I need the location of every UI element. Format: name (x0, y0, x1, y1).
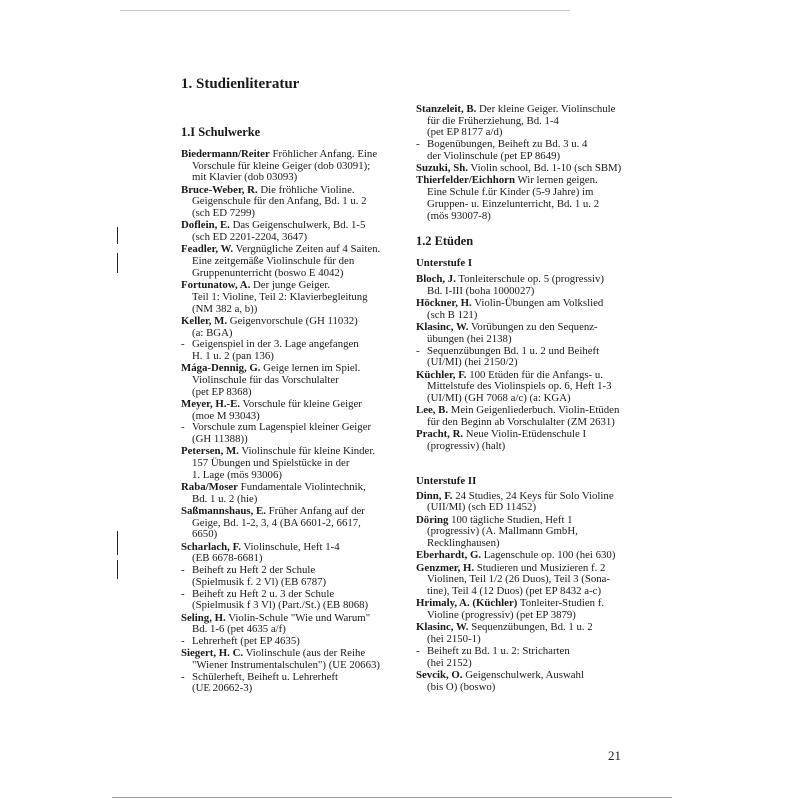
entry-text: Fundamentale Violintechnik, (237, 481, 366, 494)
list-dash: - (181, 338, 185, 351)
entry-author: Genzmer, H. (416, 561, 475, 574)
entry-line (416, 538, 646, 550)
entry-text: Eine Schule f.ür Kinder (5-9 Jahre) im (427, 186, 594, 199)
entry-text: Gruppen- u. Einzelunterricht, Bd. 1 u. 2 (427, 197, 600, 210)
sub-entry (416, 139, 646, 162)
entry-line (416, 286, 646, 298)
bibliography-entry (181, 613, 413, 648)
entry-text: Eine zeitgemäße Violinschule für den (192, 255, 355, 268)
margin-mark (117, 560, 118, 579)
section-heading: Unterstufe II (416, 474, 477, 487)
entry-text: Teil 1: Violine, Teil 2: Klavierbegleitung (192, 290, 368, 303)
bibliography-entry (181, 648, 413, 695)
entry-text: Recklinghausen) (427, 537, 500, 550)
entry-text: der Violinschule (pet EP 8649) (427, 149, 561, 162)
entry-line (181, 683, 413, 695)
entry-text: Bd. I-III (boha 1000027) (427, 284, 535, 297)
entry-text: (UE 20662-3) (192, 682, 253, 695)
entry-text: Bogenübungen, Beiheft zu Bd. 3 u. 4 (427, 138, 588, 151)
entry-text: (GH 11388)) (192, 433, 248, 446)
entry-text: (moe M 93043) (192, 409, 260, 422)
entry-author: Raba/Moser (181, 481, 238, 494)
margin-mark (117, 227, 118, 244)
entry-text: Mein Geigenliederbuch. Violin-Etüden (448, 404, 620, 417)
section-heading: Unterstufe I (416, 257, 473, 270)
entry-text: 100 Etüden für die Anfangs- u. (466, 368, 603, 381)
entry-line (416, 441, 646, 453)
entry-line (181, 434, 413, 446)
entry-line (181, 172, 413, 184)
list-dash: - (181, 670, 185, 683)
entry-text: Bd. 1 u. 2 (hie) (192, 492, 258, 505)
entry-line (181, 494, 413, 506)
right-column (416, 104, 646, 694)
entry-text: Vorübungen zu den Sequenz- (468, 321, 598, 334)
entry-text: Bd. 1-6 (pet 4635 a/f) (192, 623, 286, 636)
list-dash: - (416, 138, 420, 151)
entry-text: (pet EP 8368) (192, 385, 252, 398)
sub-entry (416, 346, 646, 369)
entry-text: (sch ED 7299) (192, 207, 255, 220)
entry-author: Pracht, R. (416, 428, 464, 441)
list-dash: - (181, 421, 185, 434)
entry-text: Gruppenunterricht (boswo E 4042) (192, 266, 344, 279)
entry-text: H. 1 u. 2 (pan 136) (192, 349, 274, 362)
list-dash: - (416, 644, 420, 657)
entry-line (416, 550, 646, 562)
entry-author: Feadler, W. (181, 243, 234, 256)
entry-line (181, 208, 413, 220)
left-column (181, 106, 413, 696)
bibliography-entry (181, 363, 413, 398)
bibliography-entry (181, 185, 413, 220)
sub-entry (181, 565, 413, 588)
entry-text: (a: BGA) (192, 326, 233, 339)
bibliography-entry (181, 446, 413, 481)
bibliography-entry (416, 298, 646, 321)
entry-text: (hei 2150-1) (427, 633, 481, 646)
entry-text: Beiheft zu Heft 2 u. 3 der Schule (192, 587, 335, 600)
entry-line (416, 357, 646, 369)
entry-author: Thierfelder/Eichhorn (416, 174, 515, 187)
entry-text: (mös 93007-8) (427, 209, 491, 222)
entry-author: Hrimaly, A. (Küchler) (416, 597, 518, 610)
bibliography-entry (416, 429, 646, 452)
entry-text: (progressiv) (A. Mallmann GmbH, (427, 525, 578, 538)
bibliography-entry (416, 491, 646, 514)
entry-text: (UII/MI) (sch ED 11452) (427, 501, 537, 514)
entry-text: Tonleiter-Studien f. (517, 597, 605, 610)
sub-entry (416, 646, 646, 669)
entry-line (181, 600, 413, 612)
margin-mark (117, 253, 118, 273)
entry-text: (hei 2152) (427, 656, 472, 669)
entry-line (181, 351, 413, 363)
bibliography-entry (416, 405, 646, 428)
entry-line (416, 393, 646, 405)
entry-line (181, 232, 413, 244)
entry-text: Geigenschule für den Anfang, Bd. 1 u. 2 (192, 195, 367, 208)
entry-text: 157 Übungen und Spielstücke in der (192, 457, 350, 470)
entry-author: Höckner, H. (416, 297, 472, 310)
entry-text: (Spielmusik f 3 Vl) (Part./St.) (EB 8068) (192, 599, 369, 612)
entry-text: Geigenspiel in der 3. Lage angefangen (192, 338, 359, 351)
bibliography-entry (416, 515, 646, 550)
sub-entry (181, 672, 413, 695)
entry-text: Lehrerheft (pet EP 4635) (192, 634, 300, 647)
entry-text: tine), Teil 4 (12 Duos) (pet EP 8432 a-c) (427, 585, 602, 598)
bibliography-entry (416, 563, 646, 598)
entry-text: 1. Lage (mös 93006) (192, 468, 282, 481)
entry-text: Früher Anfang auf der (265, 505, 365, 518)
entry-text: Violinschule, Heft 1-4 (240, 540, 340, 553)
entry-text: Violine (progressiv) (pet EP 3879) (427, 609, 576, 622)
entry-text: Vorschule für kleine Geiger (dob 03091); (192, 159, 371, 172)
entry-author: Saßmannshaus, E. (181, 505, 266, 518)
entry-text: (UI/MI) (GH 7068 a/c) (a: KGA) (427, 392, 571, 405)
bibliography-entry (181, 280, 413, 315)
entry-line (181, 470, 413, 482)
entry-line (416, 682, 646, 694)
bibliography-entry (181, 482, 413, 505)
entry-line (416, 163, 646, 175)
bibliography-entry (181, 316, 413, 363)
entry-author: Scharlach, F. (181, 540, 241, 553)
bibliography-entry (416, 598, 646, 621)
entry-text: Beiheft zu Bd. 1 u. 2: Stricharten (427, 644, 570, 657)
entry-text: (sch B 121) (427, 308, 478, 321)
entry-author: Seling, H. (181, 611, 226, 624)
entry-author: Doflein, E. (181, 219, 230, 232)
entry-author: Klasinc, W. (416, 321, 469, 334)
entry-text: Violin-Schule "Wie und Warum" (225, 611, 371, 624)
page-title: 1. Studienliteratur (181, 76, 300, 92)
entry-text: (sch ED 2201-2204, 3647) (192, 231, 308, 244)
entry-author: Fortunatow, A. (181, 279, 251, 292)
entry-text: (bis O) (boswo) (427, 680, 496, 693)
entry-author: Lee, B. (416, 404, 449, 417)
entry-line (416, 417, 646, 429)
entry-author: Mága-Dennig, G. (181, 362, 261, 375)
entry-text: Violin-Übungen am Volkslied (471, 297, 604, 310)
entry-text: für den Beginn ab Vorschulalter (ZM 2631) (427, 416, 615, 429)
entry-text: Das Geigenschulwerk, Bd. 1-5 (229, 219, 366, 232)
entry-author: Stanzeleit, B. (416, 103, 477, 115)
entry-text: (progressiv) (halt) (427, 440, 506, 453)
entry-text: Lagenschule op. 100 (hei 630) (481, 549, 616, 562)
bibliography-entry (181, 399, 413, 446)
entry-author: Petersen, M. (181, 445, 239, 458)
entry-text: Geigenschulwerk, Auswahl (462, 668, 584, 681)
entry-text: Vergnügliche Zeiten auf 4 Saiten. (233, 243, 381, 256)
bibliography-entry (181, 506, 413, 541)
bibliography-entry (416, 175, 646, 222)
section-heading: 1.I Schulwerke (181, 125, 261, 139)
entry-text: Vorschule zum Lagenspiel kleiner Geiger (192, 421, 372, 434)
entry-text: "Wiener Instrumentalschulen") (UE 20663) (192, 658, 380, 671)
entry-text: übungen (hei 2138) (427, 332, 512, 345)
entry-author: Keller, M. (181, 314, 228, 327)
list-dash: - (181, 587, 185, 600)
entry-text: (EB 6678-6681) (192, 552, 263, 565)
sub-entry (181, 589, 413, 612)
top-scan-line (120, 10, 570, 11)
entry-text: mit Klavier (dob 03093) (192, 171, 298, 184)
bibliography-entry (416, 622, 646, 669)
entry-text: Neue Violin-Etüdenschule I (463, 428, 587, 441)
list-dash: - (181, 634, 185, 647)
section-heading: 1.2 Etüden (416, 234, 474, 249)
entry-line (416, 502, 646, 514)
entry-text: Geige lernen im Spiel. (260, 362, 361, 375)
entry-text: Violinen, Teil 1/2 (26 Duos), Teil 3 (Sona- (427, 573, 611, 586)
bibliography-entry (181, 220, 413, 243)
entry-line (181, 304, 413, 316)
bibliography-entry (416, 322, 646, 369)
entry-text: Sequenzübungen Bd. 1 u. 2 und Beiheft (427, 344, 600, 357)
entry-text: 100 tägliche Studien, Heft 1 (448, 513, 573, 526)
entry-text: (pet EP 8177 a/d) (427, 126, 503, 139)
page-number: 21 (608, 748, 621, 763)
entry-line (416, 211, 646, 223)
bibliography-entry (416, 274, 646, 297)
entry-text: Der junge Geiger. (250, 279, 331, 292)
bottom-scan-line (112, 797, 672, 798)
bibliography-entry (416, 670, 646, 693)
entry-line (416, 610, 646, 622)
entry-text: (UI/MI) (hei 2150/2) (427, 356, 518, 369)
entry-text: 6650) (192, 528, 218, 541)
entry-text: Der kleine Geiger. Violinschule (476, 103, 616, 115)
sub-entry (181, 339, 413, 362)
entry-author: Bloch, J. (416, 273, 456, 286)
entry-author: Siegert, H. C. (181, 647, 244, 660)
entry-line (416, 658, 646, 670)
entry-text: Geigenvorschule (GH 11032) (227, 314, 358, 327)
entry-text: Fröhlicher Anfang. Eine (269, 148, 378, 160)
entry-line (181, 387, 413, 399)
bibliography-entry (181, 542, 413, 612)
entry-text: Sequenzübungen, Bd. 1 u. 2 (468, 621, 593, 634)
entry-text: Violinschule für kleine Kinder. (238, 445, 376, 458)
list-dash: - (181, 564, 185, 577)
entry-author: Küchler, F. (416, 368, 467, 381)
bibliography-entry (416, 163, 646, 175)
entry-line (181, 529, 413, 541)
entry-text: Wir lernen geigen. (514, 174, 598, 187)
entry-text: (NM 382 a, b)) (192, 302, 258, 315)
entry-text: Violinschule für das Vorschulalter (192, 373, 339, 386)
bibliography-entry (181, 149, 413, 184)
entry-line (416, 151, 646, 163)
entry-author: Suzuki, Sh. (416, 162, 468, 175)
entry-text: (Spielmusik f. 2 Vl) (EB 6787) (192, 575, 327, 588)
list-dash: - (416, 344, 420, 357)
entry-author: Biedermann/Reiter (181, 148, 270, 160)
entry-text: Die fröhliche Violine. (257, 183, 355, 196)
entry-text: Tonleiterschule op. 5 (progressiv) (455, 273, 604, 286)
entry-text: 24 Studies, 24 Keys für Solo Violine (452, 489, 614, 502)
entry-author: Sevcik, O. (416, 668, 463, 681)
bibliography-entry (416, 550, 646, 562)
entry-text: Vorschule für kleine Geiger (239, 397, 362, 410)
entry-author: Meyer, H.-E. (181, 397, 240, 410)
sub-entry (181, 422, 413, 445)
entry-line (416, 586, 646, 598)
entry-author: Klasinc, W. (416, 621, 469, 634)
entry-text: Violinschule (aus der Reihe (243, 647, 366, 660)
bibliography-entry (416, 104, 646, 163)
entry-line (416, 310, 646, 322)
entry-text: Schülerheft, Beiheft u. Lehrerheft (192, 670, 338, 683)
entry-text: Geige, Bd. 1-2, 3, 4 (BA 6601-2, 6617, (192, 516, 361, 529)
entry-text: für die Früherziehung, Bd. 1-4 (427, 114, 559, 127)
sub-entry (181, 636, 413, 648)
entry-text: Mittelstufe des Violinspiels op. 6, Heft 1-3 (427, 380, 612, 393)
entry-author: Döring (416, 513, 449, 526)
entry-author: Dinn, F. (416, 489, 453, 502)
entry-text: Violin school, Bd. 1-10 (sch SBM) (467, 162, 622, 175)
bibliography-entry (181, 244, 413, 279)
entry-text: Studieren und Musizieren f. 2 (474, 561, 606, 574)
entry-author: Eberhardt, G. (416, 549, 482, 562)
entry-author: Bruce-Weber, R. (181, 183, 258, 196)
margin-mark (117, 531, 118, 555)
entry-line (181, 268, 413, 280)
entry-text: Beiheft zu Heft 2 der Schule (192, 564, 316, 577)
bibliography-entry (416, 370, 646, 405)
entry-line (181, 636, 413, 648)
